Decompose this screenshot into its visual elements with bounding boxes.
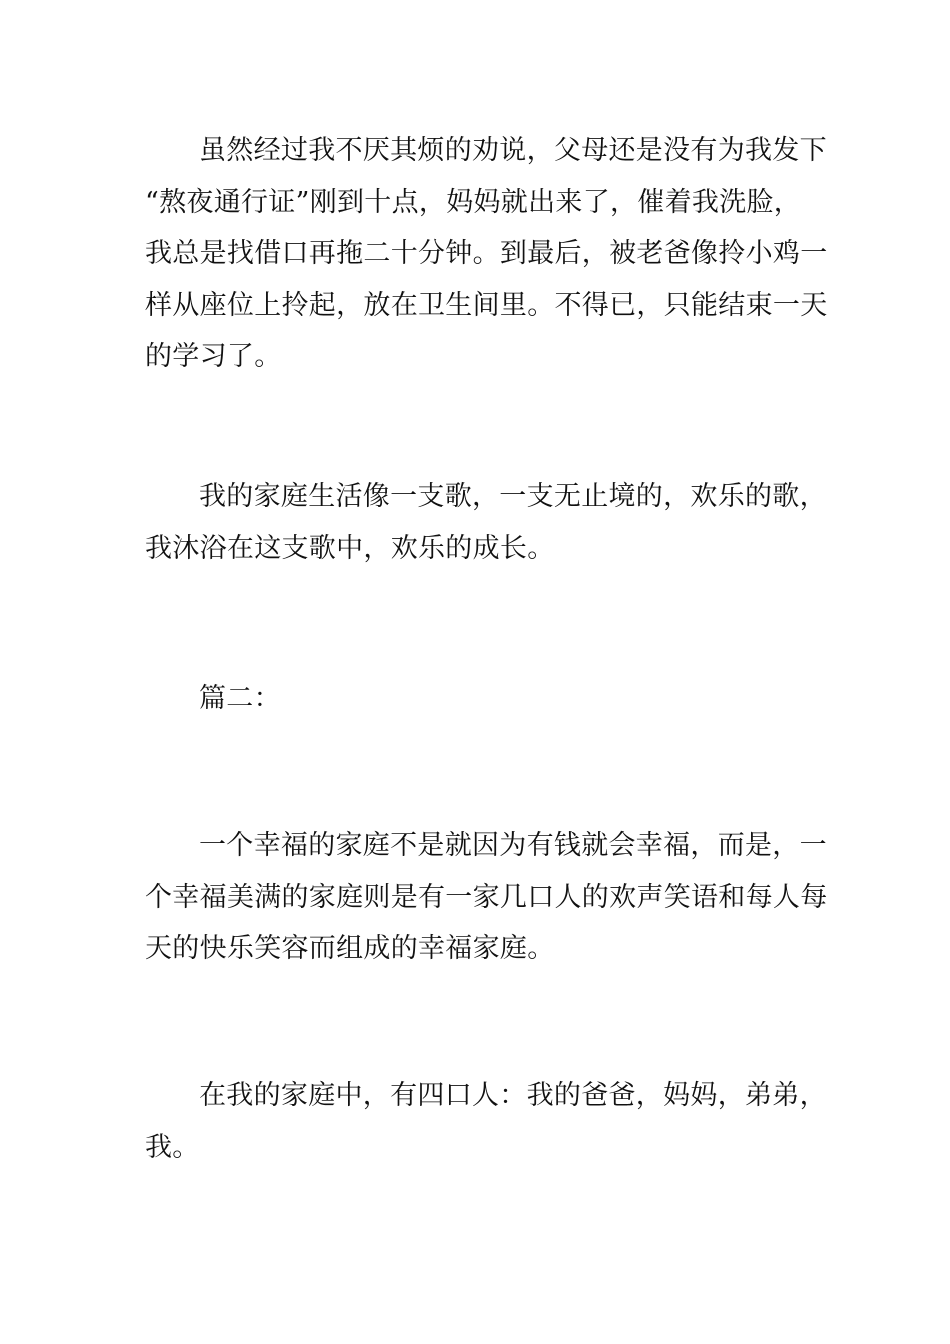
paragraph-1-line-5: 的学习了。 xyxy=(145,341,282,372)
paragraph-4-line-1: 在我的家庭中，有四口人：我的爸爸，妈妈，弟弟， xyxy=(199,1080,827,1111)
paragraph-2 xyxy=(145,471,827,574)
section-heading-text: 篇二： xyxy=(199,683,281,714)
paragraph-1-line-3: 我总是找借口再拖二十分钟。到最后，被老爸像拎小鸡一 xyxy=(145,238,828,269)
paragraph-3-line-2: 个幸福美满的家庭则是有一家几口人的欢声笑语和每人每 xyxy=(145,881,828,913)
paragraph-2-line-1: 我的家庭生活像一支歌，一支无止境的，欢乐的歌， xyxy=(199,481,827,512)
paragraph-3-line-1: 一个幸福的家庭不是就因为有钱就会幸福，而是，一 xyxy=(199,830,827,861)
paragraph-2-line-2: 我沐浴在这支歌中，欢乐的成长。 xyxy=(145,532,555,564)
section-heading xyxy=(145,673,810,725)
paragraph-3-line-3: 天的快乐笑容而组成的幸福家庭。 xyxy=(145,933,555,964)
paragraph-1-line-2: “熬夜通行证”刚到十点，妈妈就出来了，催着我洗脸， xyxy=(145,186,802,218)
paragraph-4 xyxy=(145,1070,827,1173)
paragraph-3 xyxy=(145,820,828,975)
paragraph-1 xyxy=(145,125,828,383)
paragraph-4-line-2: 我。 xyxy=(145,1131,200,1163)
paragraph-1-line-4: 样从座位上拎起，放在卫生间里。不得已，只能结束一天 xyxy=(145,289,828,321)
paragraph-1-line-1: 虽然经过我不厌其烦的劝说，父母还是没有为我发下 xyxy=(199,135,827,166)
